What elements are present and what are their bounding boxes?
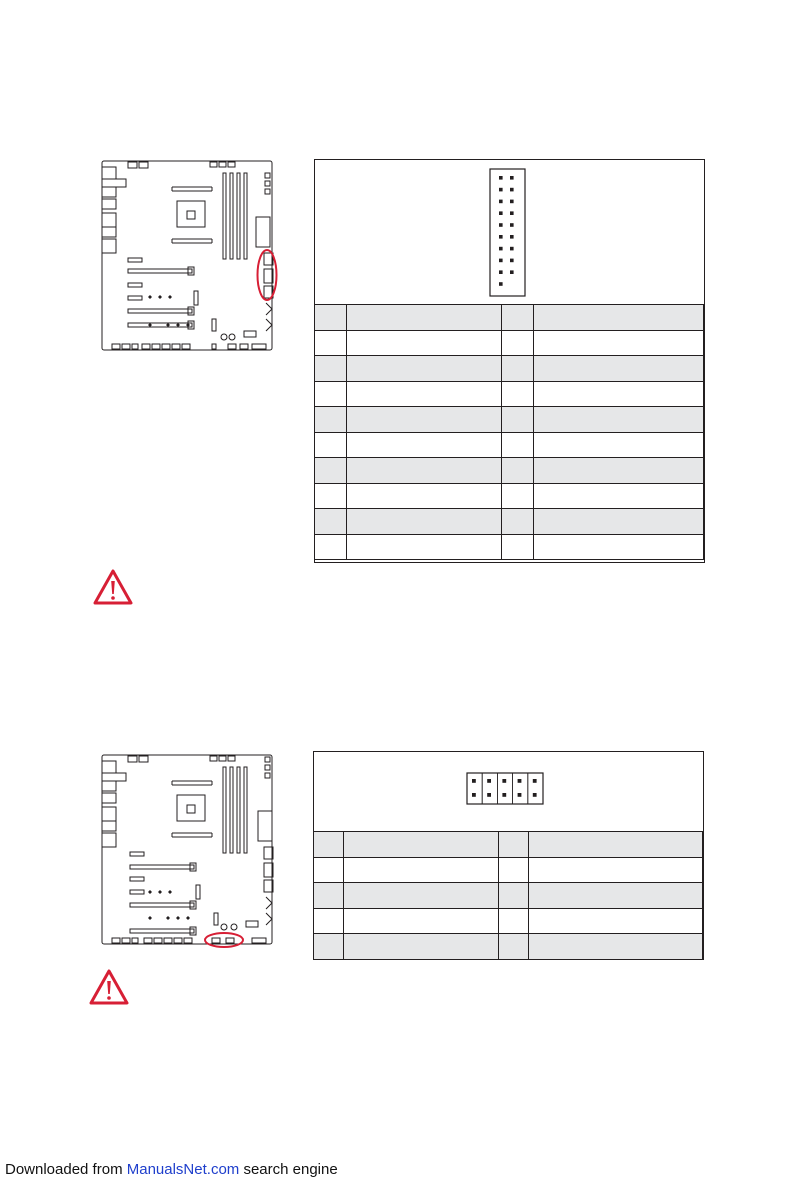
connector-pinout-frame-1 [314, 159, 705, 563]
pinout-table-1 [314, 304, 704, 560]
header-pin [487, 779, 491, 783]
signal-name-cell [347, 330, 502, 356]
signal-name-cell [534, 330, 704, 356]
signal-name-cell [344, 934, 499, 960]
pin-number-cell [502, 356, 534, 382]
signal-name-cell [529, 934, 703, 960]
pin-number-cell [314, 883, 344, 909]
pin-number-cell [499, 832, 529, 858]
pin-number-cell [499, 908, 529, 934]
header-pin [499, 188, 503, 192]
pinout-row [314, 908, 703, 934]
signal-name-cell [534, 509, 704, 535]
pin-number-cell [502, 381, 534, 407]
pin-number-cell [502, 458, 534, 484]
signal-name-cell [344, 908, 499, 934]
pinout-row [314, 934, 703, 960]
pin-number-cell [499, 857, 529, 883]
header-pin [472, 793, 476, 797]
footer-suffix: search engine [239, 1161, 338, 1178]
header-pin [510, 211, 514, 215]
header-pin [510, 270, 514, 274]
pin-number-cell [502, 509, 534, 535]
pin-number-cell [499, 883, 529, 909]
signal-name-cell [534, 432, 704, 458]
motherboard-diagram-1 [100, 159, 282, 355]
signal-name-cell [534, 483, 704, 509]
pin-number-cell [502, 483, 534, 509]
header-pin [510, 200, 514, 204]
header-pin [499, 211, 503, 215]
header-pin [472, 779, 476, 783]
pin-number-cell [314, 857, 344, 883]
signal-name-cell [529, 883, 703, 909]
pin-number-cell [502, 534, 534, 560]
pinout-row [315, 356, 704, 382]
header-pin [533, 793, 537, 797]
pinout-row [315, 458, 704, 484]
connector-pinout-frame-2 [313, 751, 704, 960]
signal-name-cell [534, 458, 704, 484]
pin-header-10 [466, 772, 548, 808]
header-pin [499, 235, 503, 239]
signal-name-cell [529, 832, 703, 858]
pin-number-cell [315, 534, 347, 560]
pin-number-cell [499, 934, 529, 960]
header-pin [510, 235, 514, 239]
signal-name-cell [347, 356, 502, 382]
header-pin [510, 223, 514, 227]
pinout-row [315, 534, 704, 560]
pinout-row [314, 883, 703, 909]
pinout-row [314, 832, 703, 858]
download-footer [5, 1161, 338, 1178]
signal-name-cell [347, 483, 502, 509]
header-pin [499, 247, 503, 251]
pin-number-cell [502, 330, 534, 356]
header-pin [499, 176, 503, 180]
pin-number-cell [502, 407, 534, 433]
manualsnet-link[interactable]: ManualsNet.com [126, 1161, 240, 1178]
pinout-row [314, 857, 703, 883]
pinout-row [315, 381, 704, 407]
signal-name-cell [347, 534, 502, 560]
pin-header-20 [489, 168, 527, 300]
header-pin [518, 793, 522, 797]
pinout-row [315, 305, 704, 331]
signal-name-cell [534, 356, 704, 382]
pin-number-cell [315, 458, 347, 484]
signal-name-cell [347, 458, 502, 484]
header-pin [510, 176, 514, 180]
header-pin [510, 188, 514, 192]
pinout-row [315, 330, 704, 356]
signal-name-cell [344, 832, 499, 858]
pinout-row [315, 483, 704, 509]
pinout-row [315, 432, 704, 458]
header-pin [502, 779, 506, 783]
header-pin [499, 270, 503, 274]
header-pin [487, 793, 491, 797]
signal-name-cell [347, 407, 502, 433]
header-pin [499, 259, 503, 263]
header-pin [533, 779, 537, 783]
pin-number-cell [502, 305, 534, 331]
footer-prefix: Downloaded from [5, 1161, 127, 1178]
pin-number-cell [314, 832, 344, 858]
signal-name-cell [347, 432, 502, 458]
signal-name-cell [529, 857, 703, 883]
header-pin [499, 223, 503, 227]
pin-number-cell [315, 381, 347, 407]
warning-icon [88, 968, 130, 1006]
pinout-table-2 [313, 831, 703, 960]
pin-number-cell [315, 305, 347, 331]
pin-number-cell [315, 483, 347, 509]
header-pin [510, 247, 514, 251]
header-pin [510, 259, 514, 263]
pin-number-cell [314, 908, 344, 934]
signal-name-cell [347, 305, 502, 331]
signal-name-cell [347, 509, 502, 535]
pinout-row [315, 509, 704, 535]
signal-name-cell [347, 381, 502, 407]
pinout-row [315, 407, 704, 433]
pin-number-cell [315, 330, 347, 356]
pin-number-cell [315, 432, 347, 458]
motherboard-diagram-2 [100, 753, 282, 949]
header-pin [518, 779, 522, 783]
warning-icon [92, 568, 134, 606]
pin-number-cell [314, 934, 344, 960]
header-pin [499, 200, 503, 204]
pin-number-cell [315, 509, 347, 535]
header-pin [499, 282, 503, 286]
signal-name-cell [344, 857, 499, 883]
signal-name-cell [534, 305, 704, 331]
pin-number-cell [502, 432, 534, 458]
signal-name-cell [534, 534, 704, 560]
pin-number-cell [315, 407, 347, 433]
signal-name-cell [529, 908, 703, 934]
signal-name-cell [534, 407, 704, 433]
pin-number-cell [315, 356, 347, 382]
header-pin [502, 793, 506, 797]
signal-name-cell [534, 381, 704, 407]
signal-name-cell [344, 883, 499, 909]
